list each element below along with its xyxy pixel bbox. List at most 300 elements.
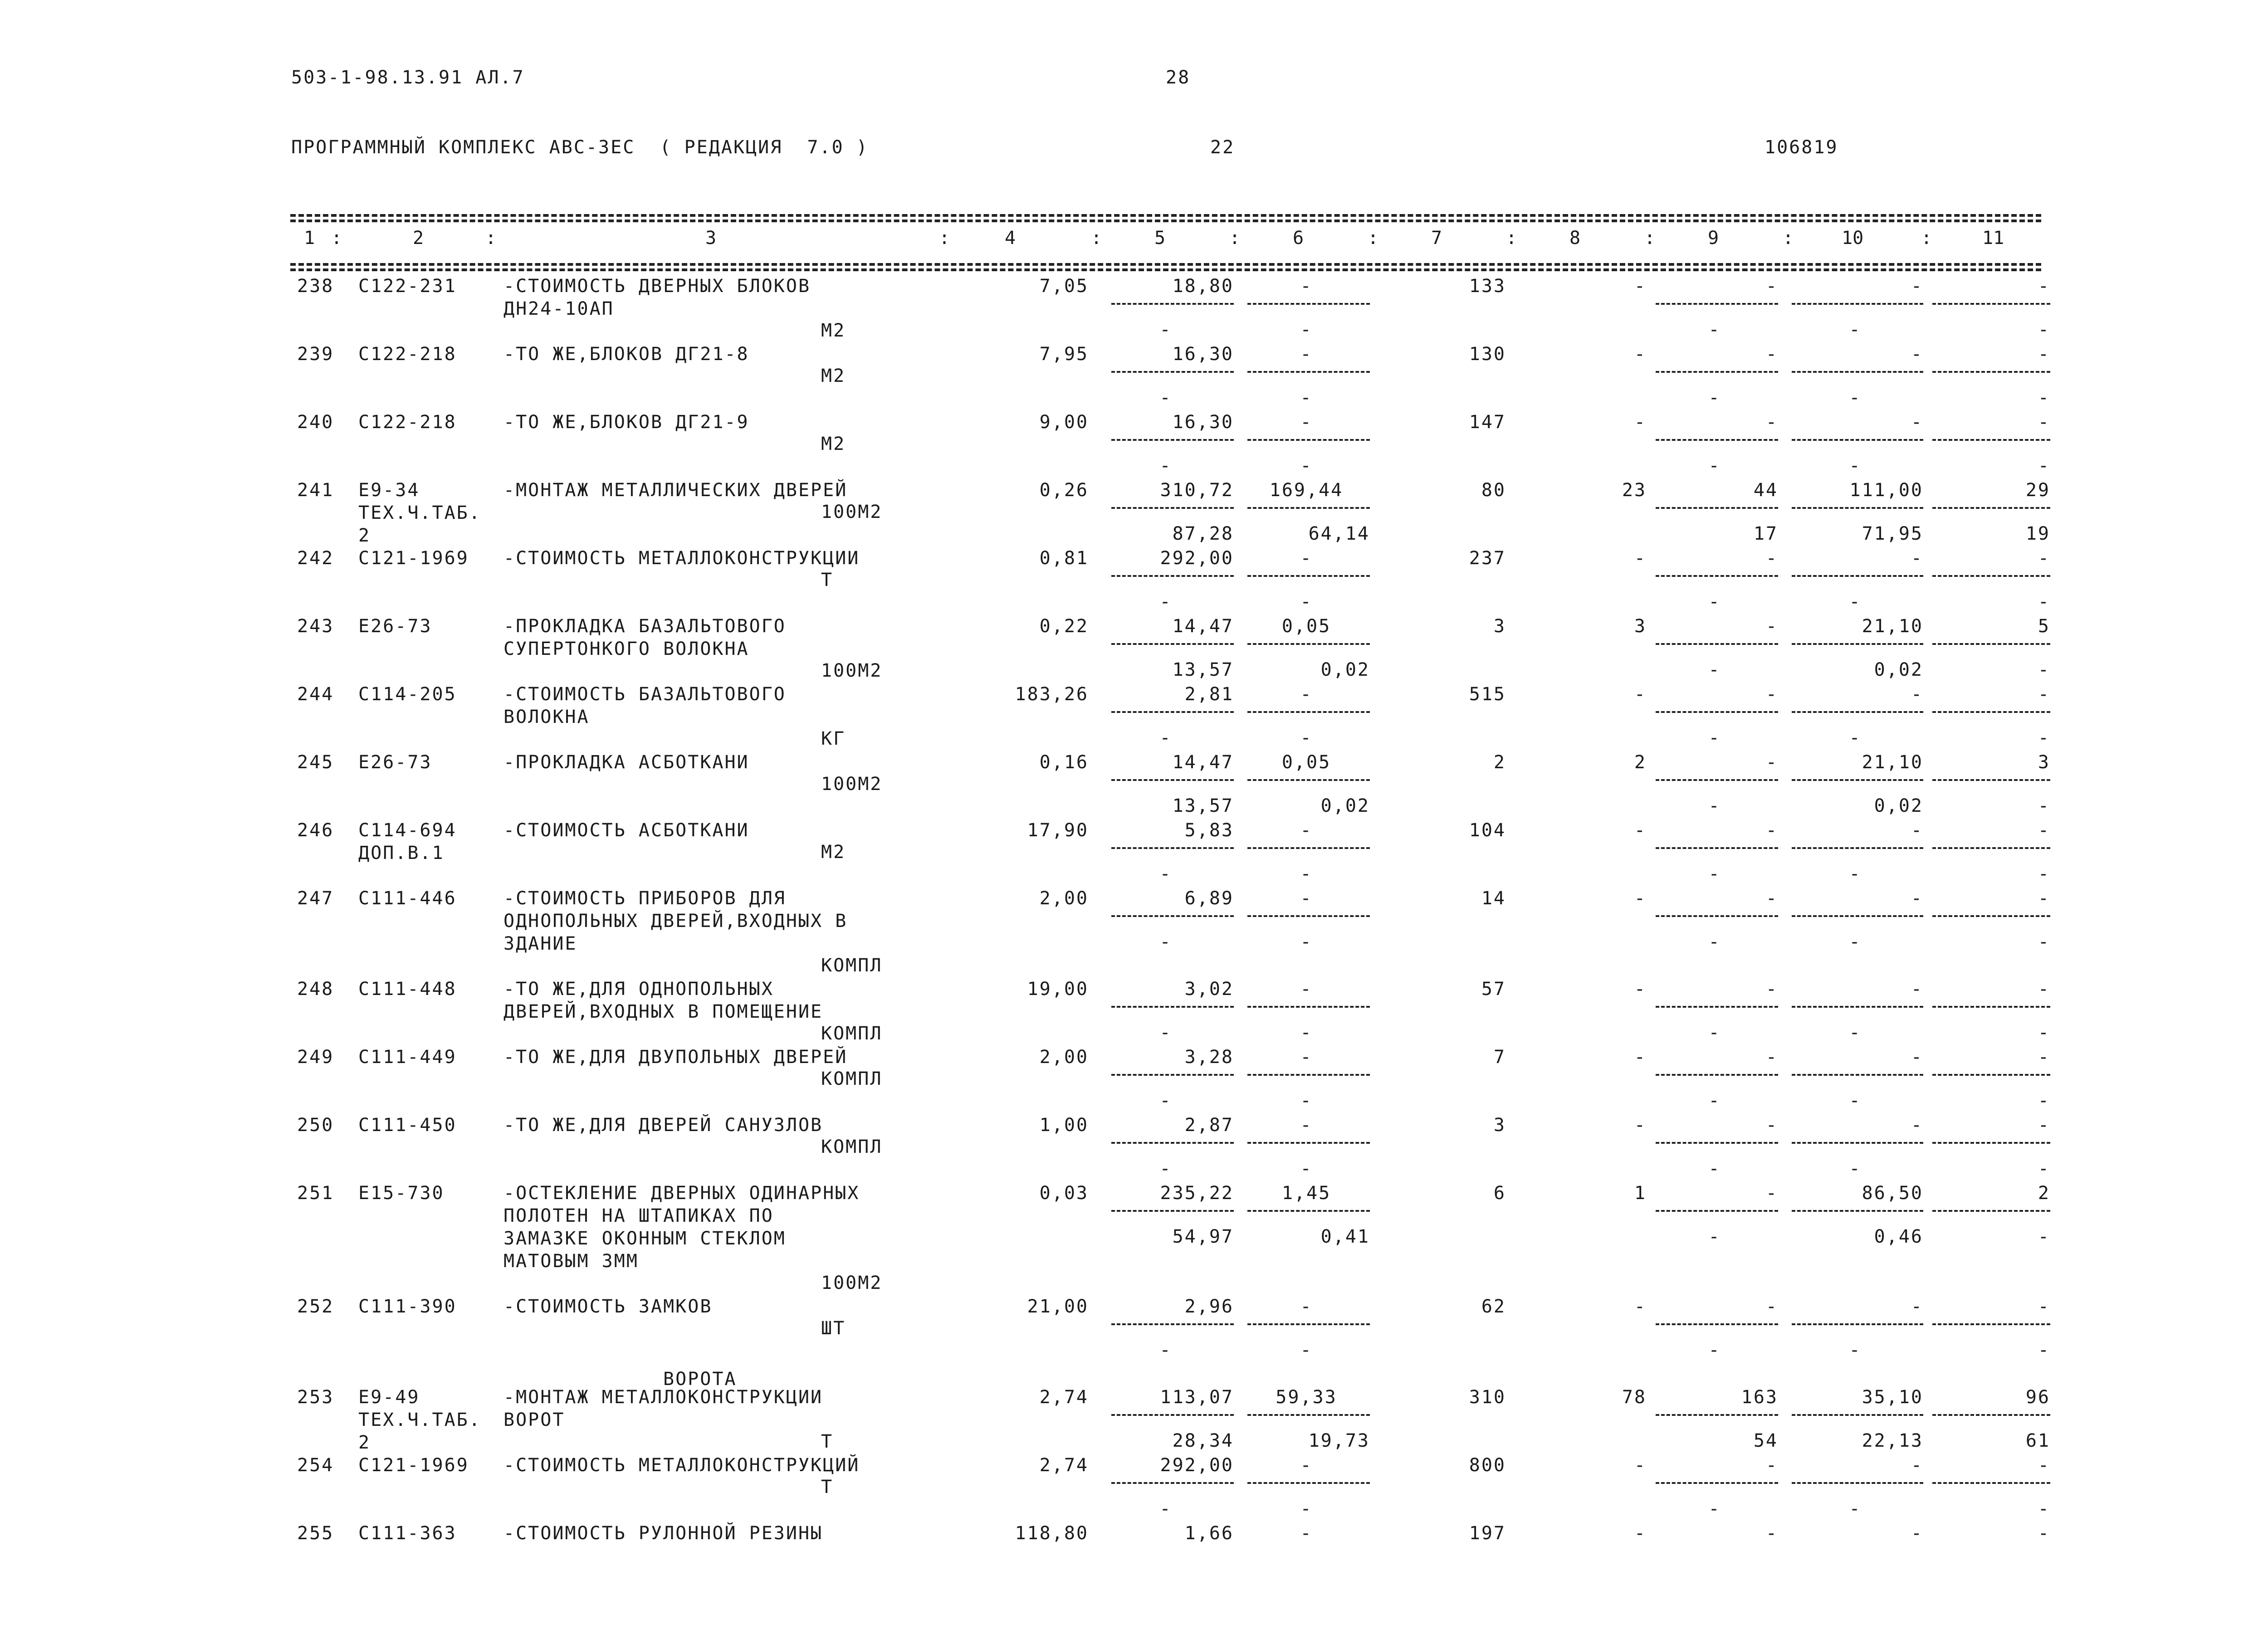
col10-rule [1792,1323,1923,1325]
row-col10-sub: - [1849,1090,1862,1111]
row-unit: М2 [821,842,846,863]
row-code: С111-448 [358,979,457,1000]
row-col10: - [1911,1523,1923,1544]
row-code: С114-205 [358,684,457,705]
col11-rule [1932,1482,2050,1484]
row-col5: 292,00 [1160,548,1234,569]
col-sep: : [1644,228,1656,249]
col-num-4: 4 [1005,228,1016,249]
col5-rule [1111,1323,1234,1325]
col9-rule [1656,507,1778,509]
row-col6-sub: - [1300,387,1313,408]
row-col10: - [1911,979,1923,1000]
row-col11: 3 [2038,752,2050,773]
row-unit: 100М2 [821,502,883,522]
program-title: ПРОГРАММНЫЙ КОМПЛЕКС АВС-3ЕС ( РЕДАКЦИЯ 7.0 ) [291,137,869,158]
row-unit: 100М2 [821,660,883,681]
row-col5: 14,47 [1172,616,1234,637]
row-col10: - [1911,684,1923,705]
row-description: -ТО ЖЕ,БЛОКОВ ДГ21-9 [503,412,749,433]
row-code: Е9-34 ТЕХ.Ч.ТАБ. 2 [358,480,481,546]
col-sep: : [1783,228,1794,249]
row-col11-sub: - [2038,591,2050,612]
row-description: -СТОИМОСТЬ БАЗАЛЬТОВОГО ВОЛОКНА [503,684,786,727]
row-col11-sub: - [2038,863,2050,884]
row-col10-sub: - [1849,591,1862,612]
row-unit: М2 [821,366,846,386]
row-col7: 237 [1469,548,1506,569]
row-col10-sub: 0,02 [1874,659,1923,680]
row-col11: - [2038,1455,2050,1476]
row-col6-sub: - [1300,932,1313,952]
row-col6: 169,44 [1269,480,1344,501]
row-number: 248 [297,979,334,1000]
col6-rule [1247,643,1370,645]
row-col7: 147 [1469,412,1506,433]
row-col11-sub: - [2038,1022,2050,1043]
col6-rule [1247,847,1370,849]
row-quantity: 7,05 [1039,276,1089,297]
row-col9-sub: - [1708,387,1721,408]
row-col5-sub: - [1159,1340,1172,1361]
row-col8: - [1634,548,1647,569]
row-unit: КГ [821,728,846,749]
row-code: С122-218 [358,412,457,433]
col10-rule [1792,439,1923,441]
row-col6: 1,45 [1281,1183,1331,1204]
row-col9: - [1765,1115,1778,1136]
row-col6: 59,33 [1276,1387,1337,1408]
row-number: 238 [297,276,334,297]
row-col10: - [1911,1455,1923,1476]
col-num-6: 6 [1293,228,1304,249]
col5-rule [1111,1482,1234,1484]
row-col11-sub: - [2038,387,2050,408]
row-quantity: 1,00 [1039,1115,1089,1136]
row-description: -ПРОКЛАДКА БАЗАЛЬТОВОГО СУПЕРТОНКОГО ВОЛОКНА [503,616,786,659]
row-col7: 130 [1469,344,1506,365]
row-col6-sub: 0,41 [1320,1226,1370,1247]
col-num-9: 9 [1708,228,1719,249]
col-sep: : [331,228,342,249]
col5-rule [1111,507,1234,509]
row-code: С122-231 [358,276,457,297]
row-col5-sub: - [1159,591,1172,612]
row-col7: 3 [1493,1115,1506,1136]
col-num-5: 5 [1154,228,1166,249]
row-unit: Т [821,1477,834,1498]
row-col6: - [1300,548,1313,569]
row-col6: - [1300,344,1313,365]
row-col9: - [1765,1047,1778,1068]
col10-rule [1792,303,1923,305]
col5-rule [1111,303,1234,305]
col10-rule [1792,371,1923,373]
row-col10-sub: - [1849,319,1862,340]
col10-rule [1792,1142,1923,1144]
row-col11: - [2038,684,2050,705]
col5-rule [1111,575,1234,577]
row-col6: - [1300,1115,1313,1136]
row-col10: - [1911,276,1923,297]
col5-rule [1111,643,1234,645]
row-col10-sub: - [1849,932,1862,952]
row-col5: 113,07 [1160,1387,1234,1408]
col10-rule [1792,1210,1923,1212]
row-col9-sub: - [1708,1158,1721,1179]
row-col9: - [1765,616,1778,637]
col6-rule [1247,779,1370,781]
row-col8: - [1634,1115,1647,1136]
row-col11-sub: - [2038,932,2050,952]
row-col5: 2,96 [1184,1296,1234,1317]
row-col11-sub: - [2038,455,2050,476]
col-sep: : [939,228,950,249]
row-code: С111-390 [358,1296,457,1317]
row-number: 241 [297,480,334,501]
col10-rule [1792,847,1923,849]
col5-rule [1111,711,1234,713]
row-col5: 3,28 [1184,1047,1234,1068]
row-col9-sub: - [1708,1226,1721,1247]
section-title: ВОРОТА [663,1369,737,1390]
row-number: 247 [297,888,334,909]
row-col9-sub: - [1708,1498,1721,1519]
row-quantity: 0,26 [1039,480,1089,501]
col9-rule [1656,643,1778,645]
row-col8: - [1634,344,1647,365]
col6-rule [1247,507,1370,509]
row-number: 239 [297,344,334,365]
row-col9-sub: - [1708,1090,1721,1111]
row-col11: 2 [2038,1183,2050,1204]
row-col6: - [1300,888,1313,909]
row-quantity: 118,80 [1015,1523,1089,1544]
col-num-8: 8 [1569,228,1581,249]
row-quantity: 2,00 [1039,1047,1089,1068]
row-description: -СТОИМОСТЬ ПРИБОРОВ ДЛЯ ОДНОПОЛЬНЫХ ДВЕРЕЙ,ВХОДНЫХ В ЗДАНИЕ [503,888,848,954]
row-col11: - [2038,548,2050,569]
row-unit: 100М2 [821,774,883,795]
col-sep: : [1506,228,1517,249]
row-col5: 16,30 [1172,344,1234,365]
col10-rule [1792,779,1923,781]
row-number: 243 [297,616,334,637]
col6-rule [1247,303,1370,305]
row-col10-sub: - [1849,863,1862,884]
row-description: -ТО ЖЕ,ДЛЯ ДВУПОЛЬНЫХ ДВЕРЕЙ [503,1047,848,1068]
row-col9: - [1765,820,1778,841]
row-description: -СТОИМОСТЬ МЕТАЛЛОКОНСТРУКЦИЙ [503,1455,860,1476]
row-code: С111-450 [358,1115,457,1136]
col-num-11: 11 [1982,228,2004,249]
col-sep: : [485,228,497,249]
row-col7: 14 [1481,888,1506,909]
row-col10: 21,10 [1862,752,1923,773]
row-col5: 18,80 [1172,276,1234,297]
row-quantity: 0,81 [1039,548,1089,569]
col6-rule [1247,1074,1370,1076]
col6-rule [1247,1482,1370,1484]
col11-rule [1932,711,2050,713]
row-col11-sub: - [2038,1340,2050,1361]
row-col9: - [1765,1455,1778,1476]
col11-rule [1932,507,2050,509]
row-col5-sub: - [1159,932,1172,952]
row-col5-sub: 13,57 [1172,659,1234,680]
row-col5: 6,89 [1184,888,1234,909]
row-col5-sub: - [1159,727,1172,748]
row-col5-sub: - [1159,387,1172,408]
row-col11: - [2038,1296,2050,1317]
row-col9: - [1765,1183,1778,1204]
row-col5-sub: 28,34 [1172,1430,1234,1451]
row-col9-sub: - [1708,1340,1721,1361]
row-col10-sub: 22,13 [1862,1430,1923,1451]
col11-rule [1932,1142,2050,1144]
row-number: 240 [297,412,334,433]
row-col11: 29 [2025,480,2050,501]
row-col8: - [1634,888,1647,909]
row-col6-sub: 0,02 [1320,659,1370,680]
col6-rule [1247,439,1370,441]
row-col9: 163 [1741,1387,1778,1408]
row-col9: - [1765,1523,1778,1544]
row-col11: - [2038,344,2050,365]
row-col10-sub: - [1849,455,1862,476]
col10-rule [1792,575,1923,577]
row-code: С121-1969 [358,1455,469,1476]
row-col9-sub: 54 [1753,1430,1778,1451]
row-unit: ШТ [821,1318,846,1339]
row-col5-sub: - [1159,863,1172,884]
row-col8: - [1634,1455,1647,1476]
col9-rule [1656,711,1778,713]
row-quantity: 2,00 [1039,888,1089,909]
row-description: -СТОИМОСТЬ АСБОТКАНИ [503,820,749,841]
row-col7: 3 [1493,616,1506,637]
col11-rule [1932,1414,2050,1416]
row-quantity: 17,90 [1027,820,1089,841]
row-quantity: 7,95 [1039,344,1089,365]
row-col5-sub: - [1159,455,1172,476]
row-description: -ТО ЖЕ,БЛОКОВ ДГ21-8 [503,344,749,365]
row-col9: - [1765,276,1778,297]
row-unit: Т [821,1431,834,1452]
row-code: С121-1969 [358,548,469,569]
col6-rule [1247,711,1370,713]
row-col6-sub: - [1300,727,1313,748]
row-number: 251 [297,1183,334,1204]
col-sep: : [1368,228,1379,249]
row-col8: - [1634,1296,1647,1317]
row-quantity: 0,22 [1039,616,1089,637]
col11-rule [1932,847,2050,849]
row-number: 254 [297,1455,334,1476]
row-col10: - [1911,888,1923,909]
row-col6-sub: - [1300,319,1313,340]
row-code: Е15-730 [358,1183,445,1204]
row-description: -ОСТЕКЛЕНИЕ ДВЕРНЫХ ОДИНАРНЫХ ПОЛОТЕН НА ШТАПИКАХ ПО ЗАМАЗКЕ ОКОННЫМ СТЕКЛОМ МАТОВЫМ 3ММ [503,1183,860,1272]
row-description: -СТОИМОСТЬ ДВЕРНЫХ БЛОКОВ ДН24-10АП [503,276,811,319]
row-col6-sub: - [1300,455,1313,476]
row-col6: - [1300,1047,1313,1068]
document-id: 106819 [1765,137,1838,158]
row-col11-sub: - [2038,319,2050,340]
row-quantity: 183,26 [1015,684,1089,705]
row-col11-sub: - [2038,1158,2050,1179]
row-col10: - [1911,344,1923,365]
row-quantity: 0,03 [1039,1183,1089,1204]
row-col10-sub: - [1849,727,1862,748]
col-sep: : [1921,228,1932,249]
row-col8: 3 [1634,616,1647,637]
row-col8: - [1634,820,1647,841]
row-col6: 0,05 [1281,752,1331,773]
row-description: -СТОИМОСТЬ ЗАМКОВ [503,1296,713,1317]
row-col5-sub: - [1159,1022,1172,1043]
row-number: 250 [297,1115,334,1136]
row-col6-sub: - [1300,863,1313,884]
row-col11: - [2038,979,2050,1000]
row-unit: Т [821,570,834,590]
row-number: 242 [297,548,334,569]
row-col10-sub: - [1849,387,1862,408]
col11-rule [1932,915,2050,917]
row-col5-sub: - [1159,1158,1172,1179]
col11-rule [1932,439,2050,441]
row-code: С111-446 [358,888,457,909]
row-col11: - [2038,1115,2050,1136]
row-col5-sub: - [1159,1498,1172,1519]
col6-rule [1247,1210,1370,1212]
col10-rule [1792,643,1923,645]
row-unit: КОМПЛ [821,955,883,976]
col-num-1: 1 [304,228,315,249]
col10-rule [1792,507,1923,509]
col9-rule [1656,575,1778,577]
row-col8: - [1634,276,1647,297]
col5-rule [1111,371,1234,373]
row-col5-sub: 54,97 [1172,1226,1234,1247]
row-col6: - [1300,684,1313,705]
row-col9-sub: - [1708,795,1721,816]
row-col10-sub: - [1849,1340,1862,1361]
row-col10: - [1911,548,1923,569]
col5-rule [1111,1006,1234,1008]
col9-rule [1656,303,1778,305]
col9-rule [1656,847,1778,849]
row-col6: - [1300,979,1313,1000]
col9-rule [1656,779,1778,781]
row-col11: - [2038,276,2050,297]
row-col10: - [1911,1047,1923,1068]
col9-rule [1656,1006,1778,1008]
col5-rule [1111,1142,1234,1144]
row-col8: 78 [1622,1387,1647,1408]
row-col6: - [1300,820,1313,841]
row-col10-sub: 71,95 [1862,523,1923,544]
row-col9: - [1765,888,1778,909]
row-col5: 5,83 [1184,820,1234,841]
row-col11-sub: - [2038,659,2050,680]
row-number: 255 [297,1523,334,1544]
row-description: -СТОИМОСТЬ РУЛОННОЙ РЕЗИНЫ [503,1523,823,1544]
row-col11-sub: - [2038,727,2050,748]
row-code: Е26-73 [358,616,432,637]
sheet-number: 22 [1210,137,1235,158]
doc-code: 503-1-98.13.91 АЛ.7 [291,67,525,88]
row-col6-sub: 64,14 [1308,523,1370,544]
row-col10: - [1911,412,1923,433]
row-col6-sub: - [1300,1498,1313,1519]
col11-rule [1932,1323,2050,1325]
col6-rule [1247,915,1370,917]
row-col7: 6 [1493,1183,1506,1204]
row-col5-sub: - [1159,319,1172,340]
col10-rule [1792,1006,1923,1008]
row-code: Е26-73 [358,752,432,773]
row-col7: 2 [1493,752,1506,773]
row-col6: - [1300,1296,1313,1317]
col10-rule [1792,1414,1923,1416]
col6-rule [1247,1414,1370,1416]
row-quantity: 21,00 [1027,1296,1089,1317]
row-col6: - [1300,412,1313,433]
col5-rule [1111,779,1234,781]
row-col6-sub: 0,02 [1320,795,1370,816]
col9-rule [1656,1323,1778,1325]
row-unit: КОМПЛ [821,1068,883,1089]
row-col10-sub: - [1849,1022,1862,1043]
row-col10: - [1911,1296,1923,1317]
row-description: -ТО ЖЕ,ДЛЯ ОДНОПОЛЬНЫХ ДВЕРЕЙ,ВХОДНЫХ В ПОМЕЩЕНИЕ [503,979,823,1022]
row-col9-sub: - [1708,727,1721,748]
row-col8: 1 [1634,1183,1647,1204]
col6-rule [1247,575,1370,577]
col5-rule [1111,1414,1234,1416]
row-number: 249 [297,1047,334,1068]
row-col9: - [1765,344,1778,365]
row-col11-sub: - [2038,1226,2050,1247]
row-col9-sub: 17 [1753,523,1778,544]
row-col7: 80 [1481,480,1506,501]
row-col11: - [2038,1523,2050,1544]
row-number: 253 [297,1387,334,1408]
row-col7: 104 [1469,820,1506,841]
col9-rule [1656,1210,1778,1212]
row-col10: 111,00 [1849,480,1923,501]
row-col7: 133 [1469,276,1506,297]
row-col5: 292,00 [1160,1455,1234,1476]
col-num-10: 10 [1842,228,1864,249]
row-col8: - [1634,1523,1647,1544]
col9-rule [1656,1142,1778,1144]
row-col9-sub: - [1708,659,1721,680]
row-col5-sub: 13,57 [1172,795,1234,816]
row-col7: 800 [1469,1455,1506,1476]
row-unit: М2 [821,434,846,454]
row-col5: 16,30 [1172,412,1234,433]
row-col5: 310,72 [1160,480,1234,501]
row-col9-sub: - [1708,455,1721,476]
row-col9-sub: - [1708,932,1721,952]
row-col11-sub: - [2038,795,2050,816]
col5-rule [1111,1210,1234,1212]
row-col7: 62 [1481,1296,1506,1317]
row-col11-sub: 19 [2025,523,2050,544]
row-col5: 235,22 [1160,1183,1234,1204]
